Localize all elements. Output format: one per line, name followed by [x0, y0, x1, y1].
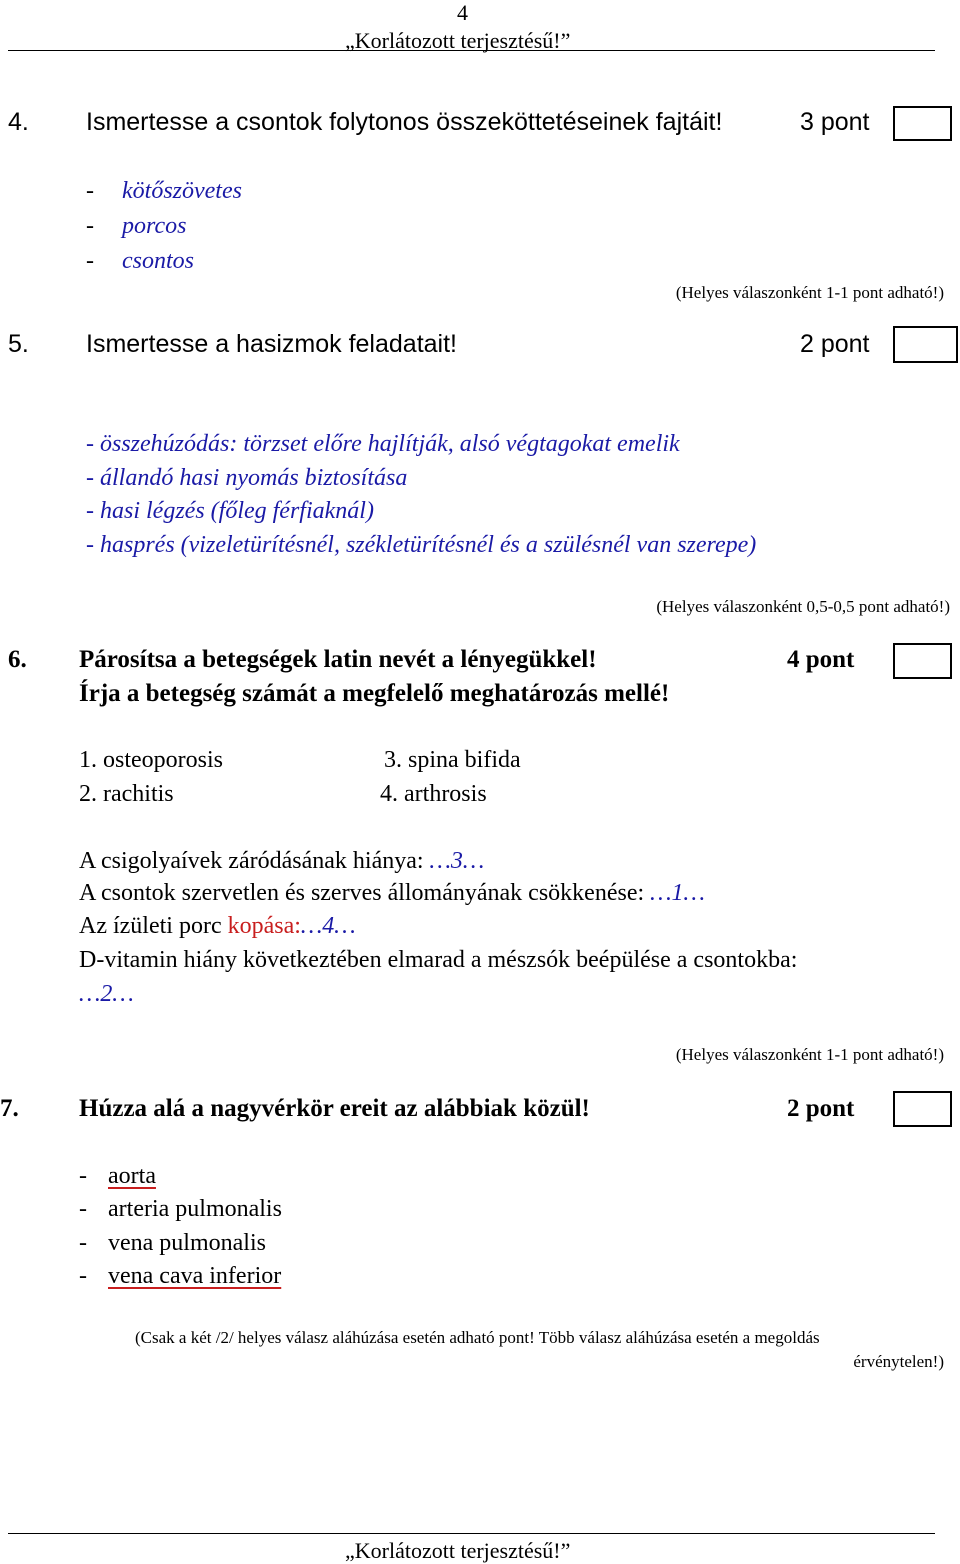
q5-answer-2: - állandó hasi nyomás biztosítása [86, 465, 408, 491]
q7-option-2: - arteria pulmonalis [79, 1196, 282, 1222]
q6-definition-3: Az ízületi porc kopása:…4… [79, 913, 356, 939]
header-restriction: „Korlátozott terjesztésű!” [345, 28, 571, 53]
q6-definition-2: A csontok szervetlen és szerves állományának csökkenése: …1… [79, 880, 705, 906]
q6-definition-1: A csigolyaívek záródásának hiánya: …3… [79, 848, 485, 874]
q6-answer-1: …3… [429, 848, 485, 874]
q6-score-box[interactable] [893, 643, 952, 679]
q5-score-box[interactable] [893, 326, 958, 363]
q6-disease-3: 3. spina bifida [384, 747, 521, 773]
q6-definition-4: D-vitamin hiány következtében elmarad a mészsók beépülése a csontokba: [79, 947, 798, 973]
q6-disease-2: 2. rachitis [79, 781, 174, 807]
q4-title: Ismertesse a csontok folytonos összeköttetéseinek fajtáit! [86, 108, 723, 136]
q6-points: 4 pont [787, 646, 855, 673]
q4-score-box[interactable] [893, 106, 952, 141]
q6-disease-1: 1. osteoporosis [79, 747, 223, 773]
q4-points: 3 pont [800, 108, 870, 136]
q6-answer-3: …4… [300, 913, 356, 939]
q5-answer-4: - hasprés (vizeletürítésnél, székletürítésnél és a szülésnél van szerepe) [86, 532, 757, 558]
q5-points: 2 pont [800, 330, 870, 358]
footer-divider [8, 1533, 935, 1534]
q4-number: 4. [8, 108, 29, 136]
q6-answer-2: …1… [650, 880, 705, 906]
q6-disease-4: 4. arthrosis [380, 781, 487, 807]
q5-note: (Helyes válaszonként 0,5-0,5 pont adható!) [656, 597, 950, 616]
q5-title: Ismertesse a hasizmok feladatait! [86, 330, 457, 358]
q5-answer-1: - összehúzódás: törzset előre hajlítják, alsó végtagokat emelik [86, 431, 680, 457]
q7-option-4: - vena cava inferior [79, 1263, 282, 1289]
q7-option-1: - aorta [79, 1163, 156, 1189]
q7-note-line2: érvénytelen!) [853, 1352, 944, 1371]
page-number: 4 [457, 0, 468, 25]
q7-note-line1: (Csak a két /2/ helyes válasz aláhúzása esetén adható pont! Több válasz aláhúzása esetén a megoldás [135, 1328, 820, 1347]
q4-answer-1: - kötőszövetes [86, 178, 242, 204]
q7-points: 2 pont [787, 1095, 855, 1122]
q7-score-box[interactable] [893, 1091, 952, 1127]
q7-number: 7. [0, 1095, 19, 1122]
q6-answer-4: …2… [79, 981, 134, 1007]
q6-title-line2: Írja a betegség számát a megfelelő meghatározás mellé! [79, 680, 670, 707]
q4-note: (Helyes válaszonként 1-1 pont adható!) [675, 283, 944, 302]
q5-number: 5. [8, 330, 29, 358]
q6-number: 6. [8, 646, 27, 673]
q7-option-3: - vena pulmonalis [79, 1230, 266, 1256]
q6-note: (Helyes válaszonként 1-1 pont adható!) [675, 1045, 944, 1064]
q4-answer-2: - porcos [86, 213, 187, 239]
q7-title: Húzza alá a nagyvérkör ereit az alábbiak közül! [79, 1095, 590, 1122]
q4-answer-3: - csontos [86, 248, 194, 274]
q5-answer-3: - hasi légzés (főleg férfiaknál) [86, 498, 374, 524]
header-divider [8, 50, 935, 51]
footer-restriction: „Korlátozott terjesztésű!” [345, 1538, 571, 1563]
q6-title-line1: Párosítsa a betegségek latin nevét a lényegükkel! [79, 646, 597, 673]
